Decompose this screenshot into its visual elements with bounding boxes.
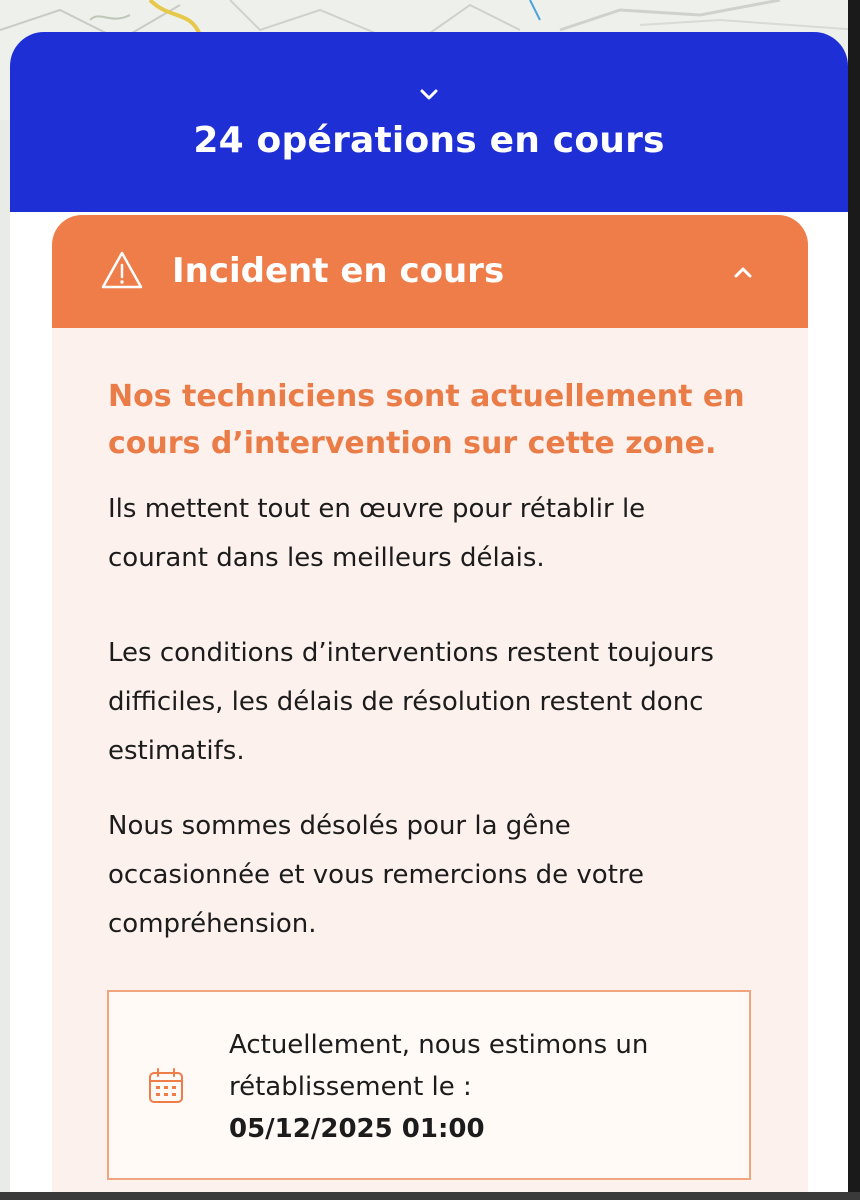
para2-line-2: difficiles, les délais de résolution restent donc (108, 687, 704, 717)
para2-line-3: estimatifs. (108, 736, 245, 766)
incident-body (52, 328, 808, 949)
incident-card (52, 215, 808, 1200)
para3-line-3: compréhension. (108, 909, 317, 939)
incident-paragraph-2 (108, 629, 752, 776)
operations-sheet-header[interactable] (10, 32, 848, 212)
calendar-icon (145, 1065, 187, 1107)
para1-line-1: Ils mettent tout en œuvre pour rétablir le (108, 494, 646, 524)
estimate-line-1: Actuellement, nous estimons un (229, 1030, 649, 1060)
para3-line-1: Nous sommes désolés pour la gêne (108, 811, 571, 841)
estimate-line-2: rétablissement le : (229, 1072, 472, 1102)
incident-paragraph-1 (108, 485, 752, 583)
incident-header[interactable] (52, 215, 808, 328)
para1-line-2: courant dans les meilleurs délais. (108, 543, 545, 573)
screen-bottom-edge (0, 1192, 860, 1200)
incident-paragraph-3 (108, 802, 752, 949)
operations-bottom-sheet (10, 32, 848, 1200)
incident-header-label: Incident en cours (172, 251, 505, 291)
chevron-up-icon[interactable] (732, 261, 754, 283)
para2-line-1: Les conditions d’interventions restent toujours (108, 638, 714, 668)
warning-triangle-icon (100, 250, 144, 290)
operations-count-title: 24 opérations en cours (193, 120, 665, 161)
chevron-down-icon[interactable] (418, 84, 440, 106)
restoration-estimate-box (107, 990, 751, 1180)
screen-edge (848, 0, 860, 1200)
lead-line-1: Nos techniciens sont actuellement en (108, 379, 745, 414)
para3-line-2: occasionnée et vous remercions de votre (108, 860, 644, 890)
estimate-datetime: 05/12/2025 01:00 (229, 1114, 485, 1144)
lead-line-2: cours d’intervention sur cette zone. (108, 426, 717, 461)
restoration-estimate-text (229, 1024, 739, 1150)
incident-lead-text (108, 373, 752, 467)
